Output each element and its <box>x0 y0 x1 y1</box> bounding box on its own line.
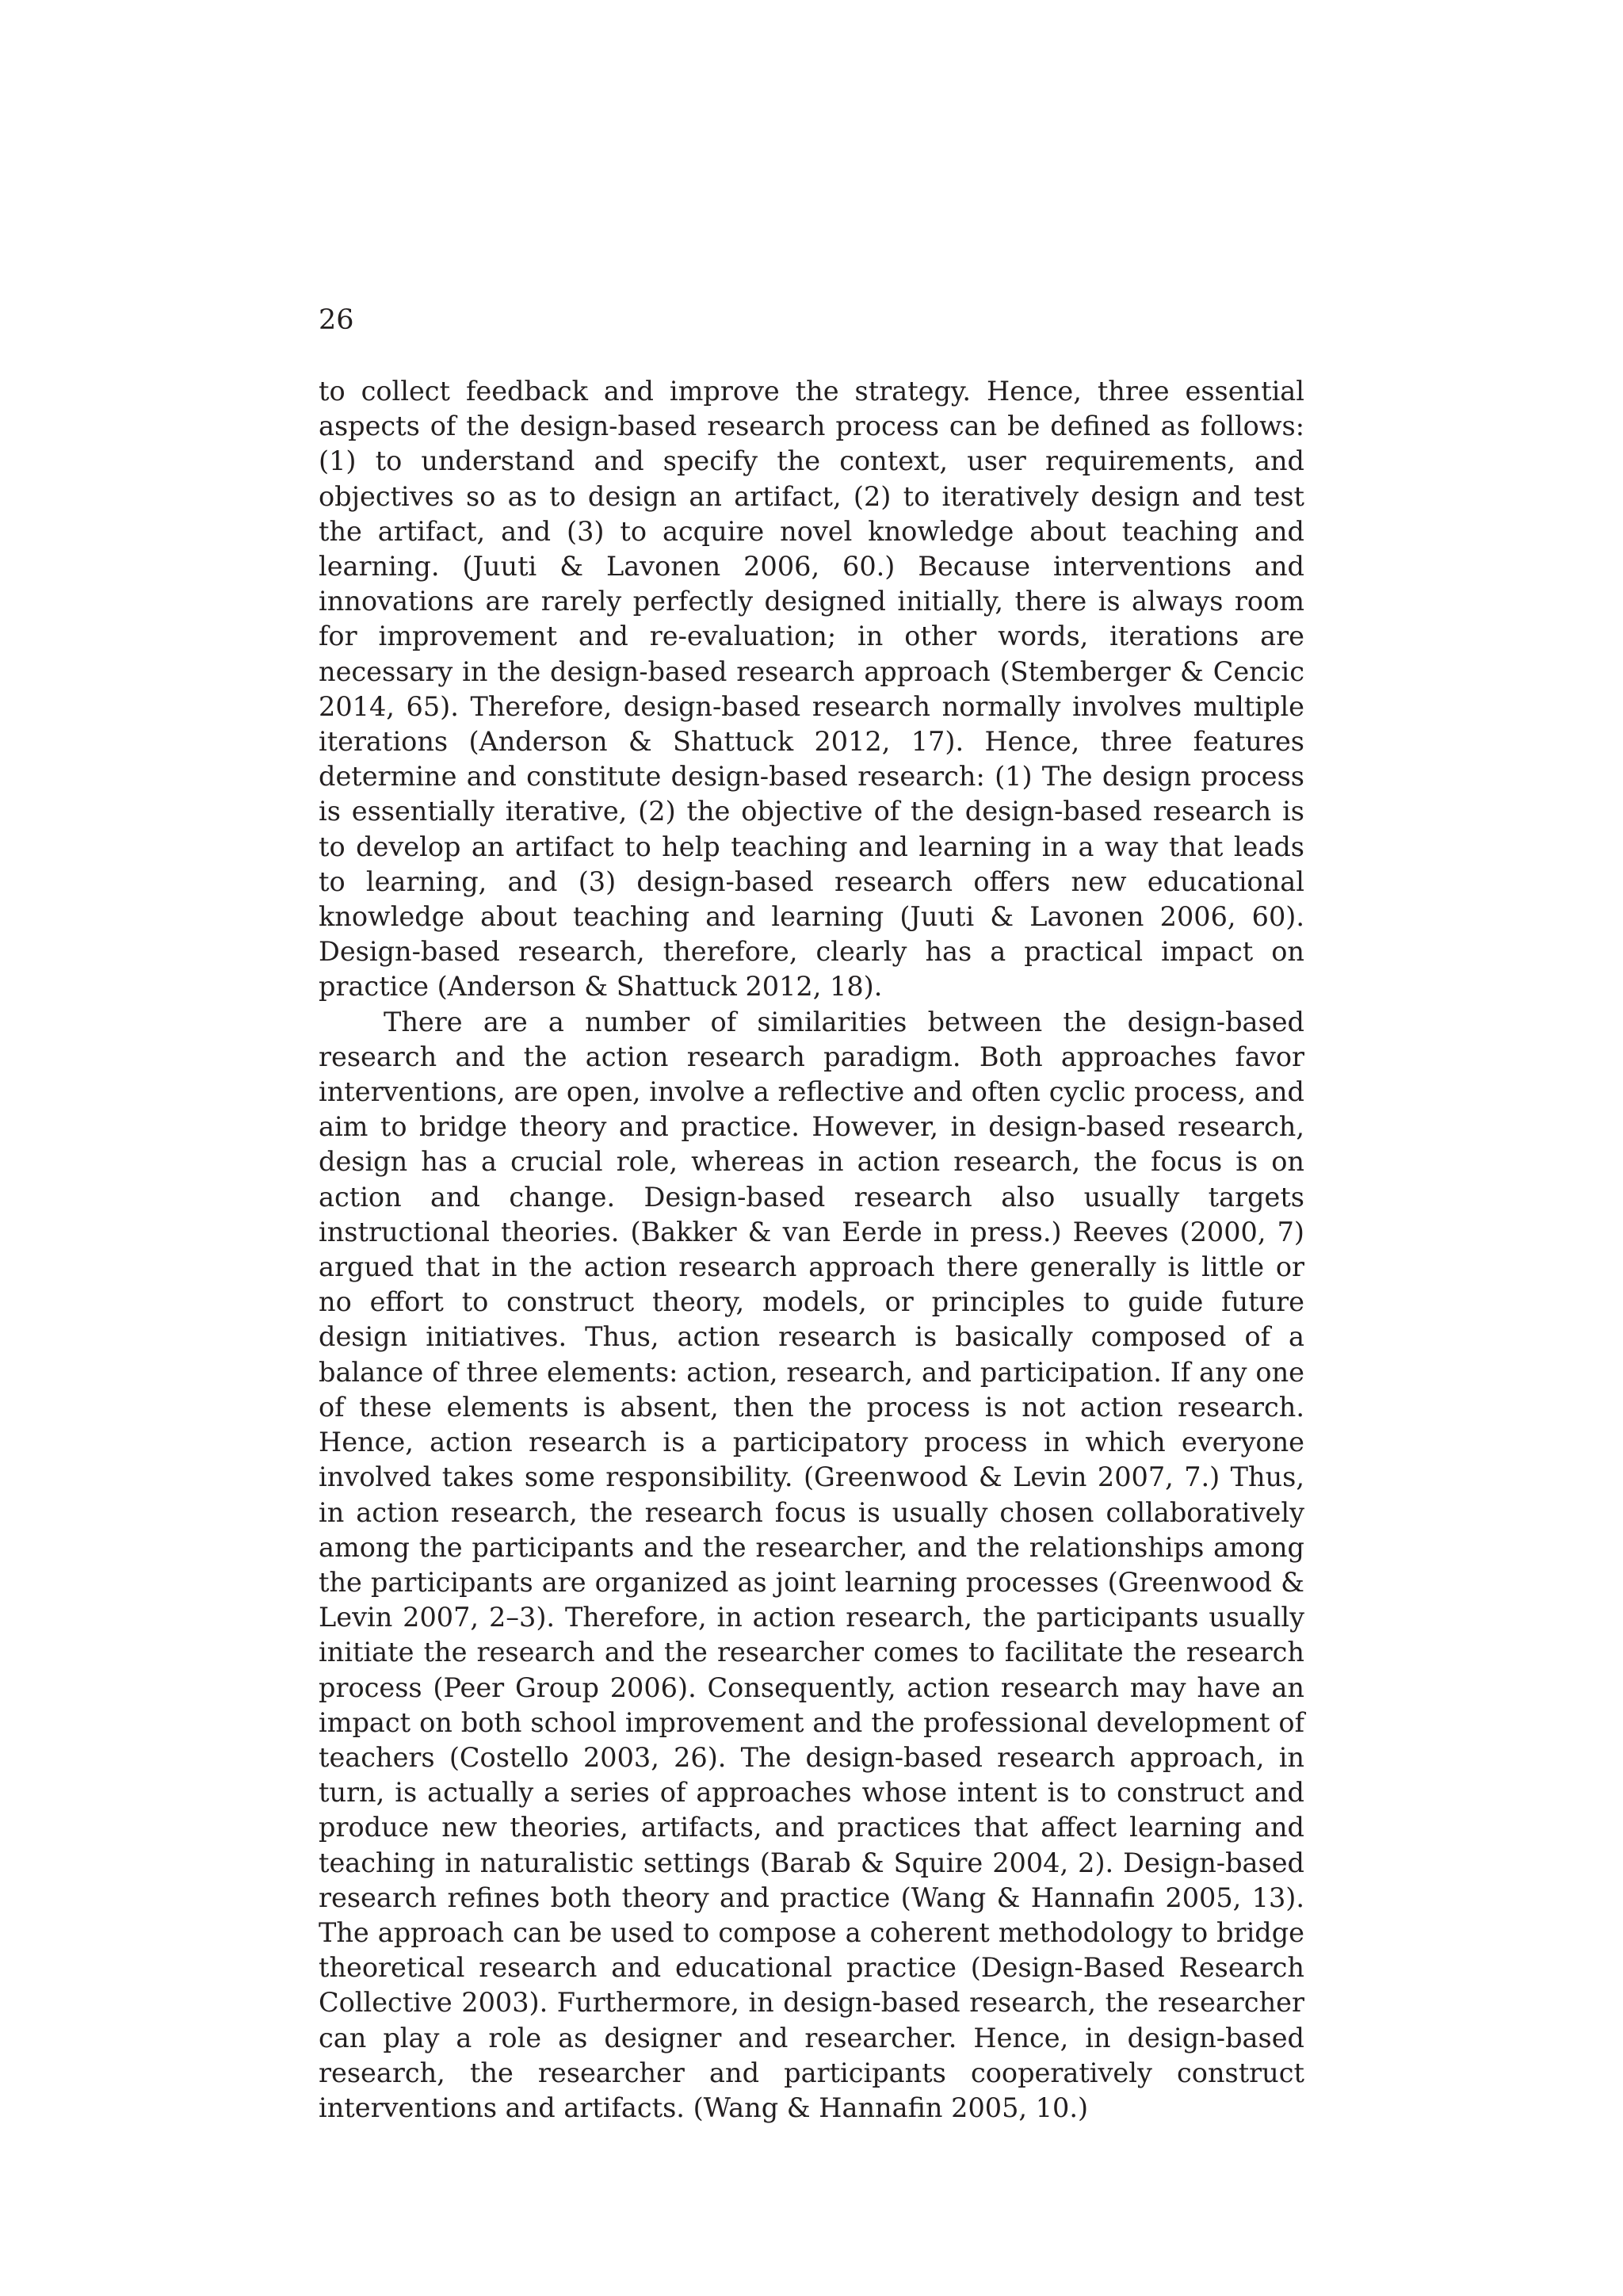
page-number: 26 <box>319 304 354 336</box>
paragraph-similarities: There are a number of similarities between the design-based research and the action research paradigm. Both approaches favor interventions, are open, involve a reflective and often cyclic process, and aim to bridge theory and practice. However, in design-based research, design has a crucial role, whereas in action research, the focus is on action and change. Design-based research also usually targets instructional theories. (Bakker & van Eerde in press.) Reeves (2000, 7) argued that in the action research approach there generally is little or no effort to construct theory, models, or principles to guide future design initiatives. Thus, action research is basically composed of a balance of three elements: action, research, and participation. If any one of these elements is absent, then the process is not action research. Hence, action research is a participatory process in which everyone involved takes some responsibility. (Greenwood & Levin 2007, 7.) Thus, in action research, the research focus is usually chosen collaboratively among the participants and the researcher, and the relationships among the participants are organized as joint learning processes (Greenwood & Levin 2007, 2–3). Therefore, in action research, the participants usually initiate the research and the researcher comes to facilitate the research process (Peer Group 2006). Consequently, action research may have an impact on both school improvement and the professional development of teachers (Costello 2003, 26). The design-based research approach, in turn, is actually a series of approaches whose intent is to construct and produce new theories, artifacts, and practices that affect learning and teaching in naturalistic settings (Barab & Squire 2004, 2). Design-based research refines both theory and practice (Wang & Hannafin 2005, 13). The approach can be used to compose a coherent methodology to bridge theoretical research and educational practice (Design-Based Research Collective 2003). Furthermore, in design-based research, the researcher can play a role as designer and researcher. Hence, in design-based research, the researcher and participants cooperatively construct interventions and artifacts. (Wang & Hannafin 2005, 10.) <box>319 1006 1304 2123</box>
body-text <box>319 374 1304 2126</box>
paragraph-continued: to collect feedback and improve the strategy. Hence, three essential aspects of the design-based research process can be defined as follows: (1) to understand and specify the context, user requirements, and objectives so as to design an artifact, (2) to iteratively design and test the artifact, and (3) to acquire novel knowledge about teaching and learning. (Juuti & Lavonen 2006, 60.) Because interventions and innovations are rarely perfectly designed initially, there is always room for improvement and re-evaluation; in other words, iterations are necessary in the design-based research approach (Stemberger & Cencic 2014, 65). Therefore, design-based research normally involves multiple iterations (Anderson & Shattuck 2012, 17). Hence, three features determine and constitute design-based research: (1) The design process is essentially iterative, (2) the objective of the design-based research is to develop an artifact to help teaching and learning in a way that leads to learning, and (3) design-based research offers new educational knowledge about teaching and learning (Juuti & Lavonen 2006, 60). Design-based research, therefore, clearly has a practical impact on practice (Anderson & Shattuck 2012, 18). <box>319 376 1304 1003</box>
